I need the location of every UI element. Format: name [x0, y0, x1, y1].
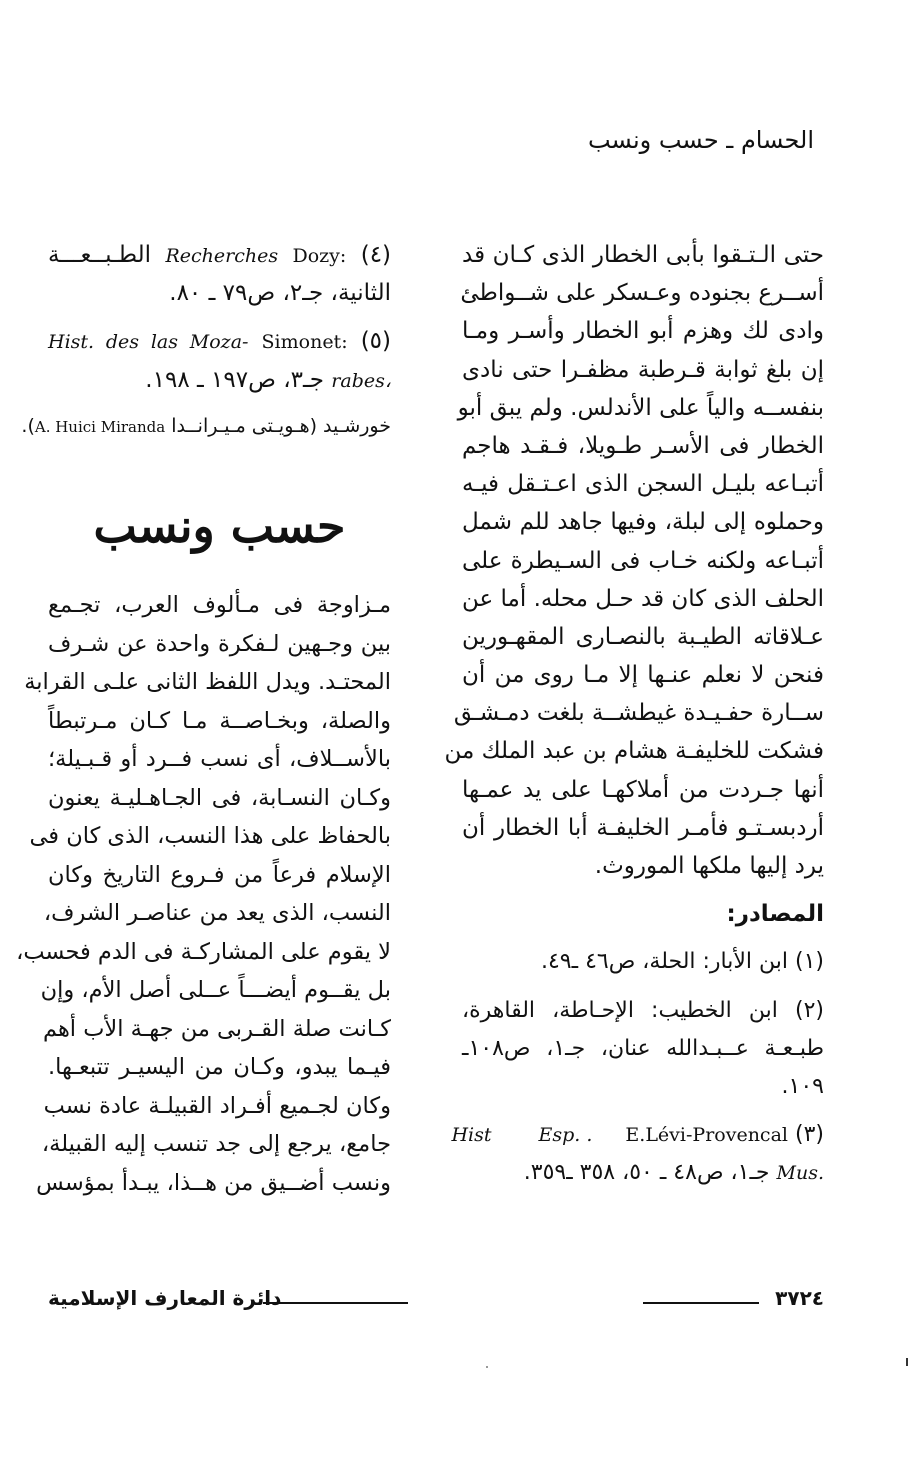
- source-title: Mus.: [776, 1162, 824, 1185]
- signature-arabic: خورشـيد (هـويـتى مـيـرانــدا: [171, 414, 391, 437]
- note-title: Hist. des las Moza-: [48, 331, 249, 354]
- body-line: إن بلغ ثوابة قـرطبة مظفـرا حتى نادى: [462, 356, 824, 383]
- note-line: [48, 236, 391, 274]
- page-number: ٣٧٢٤: [775, 1286, 824, 1310]
- body-line: لا يقوم على المشاركـة فى الدم فحسب،: [16, 938, 391, 965]
- body-line: بنفســه والياً على الأندلس. ولم يبق أبو: [457, 394, 824, 421]
- body-line: وادى لك وهزم أبو الخطار وأسـر ومـا: [462, 318, 824, 345]
- signature-close: ).: [21, 414, 35, 437]
- body-line: جامع، يرجع إلى جد تنسب إليه القبيلة،: [41, 1131, 391, 1157]
- body-line: النسب، الذى يعد من عناصـر الشرف،: [43, 900, 391, 926]
- body-line: ســارة حفـيـدة غيطشــة بلغت دمـشـق: [453, 700, 824, 727]
- body-line: الحلف الذى كان قد حـل محله. أما عن: [462, 585, 824, 612]
- note-arabic: الطـبــعـــة: [48, 242, 152, 268]
- entry-title: حسب ونسب: [93, 499, 346, 553]
- body-line: المحتـد. ويدل اللفظ الثانى علـى القرابة: [24, 669, 391, 695]
- body-line: بين وجـهين لـفكرة واحدة عن شـرف: [48, 630, 391, 657]
- body-line: الخطار فى الأسـر طـويلا، فـقـد هاجم: [462, 432, 824, 459]
- footer-rule: [643, 1302, 759, 1304]
- scan-speck: [906, 1358, 908, 1366]
- sources-heading: المصادر:: [726, 901, 824, 928]
- note-number: (٤): [360, 242, 392, 268]
- right-column: [444, 236, 824, 1193]
- body-line: أردبسـتـو فأمـر الخليفـة أبا الخطار أن: [462, 814, 824, 841]
- footer-rule: [263, 1302, 408, 1304]
- body-line: أتبـاعه ولكنه خـاب فى السـيطرة على: [462, 547, 824, 574]
- body-line: بالحفاظ على هذا النسب، الذى كان فى: [29, 823, 391, 849]
- left-column-body: [16, 586, 391, 1202]
- note-author: Simonet:: [261, 331, 348, 354]
- source-item: (١) ابن الأبار: الحلة، ص٤٦ ـ٤٩.: [540, 949, 824, 975]
- journal-name: دائرة المعارف الإسلامية: [48, 1286, 282, 1310]
- author-signature: [21, 409, 391, 443]
- source-item: (٢) ابن الخطيب: الإحـاطة، القاهرة،: [462, 997, 824, 1023]
- body-line: وحملوه إلى لبلة، وفيها جاهد للم شمل: [462, 509, 824, 536]
- body-line: أســرع بجنوده وعـسكر على شــواطئ: [460, 280, 824, 307]
- note-number: (٥): [360, 328, 392, 355]
- note-author: Dozy:: [292, 245, 347, 267]
- source-item: ١٠٩.: [781, 1073, 824, 1099]
- body-line: بل يقــوم أيضـــاً عــلى أصل الأم، وإن: [40, 977, 391, 1003]
- body-line: فشكت للخليفـة هشام بن عبد الملك من: [444, 738, 824, 765]
- body-line: وكان لجـميع أفـراد القبيلـة عادة نسب: [43, 1092, 391, 1119]
- body-line: ونسب أضــيق من هــذا، يبـدأ بمؤسس: [36, 1169, 391, 1196]
- note-line: الثانية، جـ٢، ص٧٩ ـ ٨٠.: [169, 280, 391, 307]
- body-line: والصلة، وبخـاصــة مـا كـان مـرتبطاً: [48, 707, 391, 734]
- body-line: الإسلام فرعاً من فـروع التاريخ وكان: [48, 861, 391, 888]
- source-number: (٣): [794, 1122, 824, 1148]
- source-title: Esp. .: [538, 1124, 593, 1147]
- scan-speck: [486, 1366, 488, 1368]
- source-author: E.Lévi-Provencal: [625, 1124, 788, 1147]
- source-item-latin: [451, 1116, 824, 1154]
- signature-latin: A. Huici Miranda: [34, 417, 166, 436]
- body-line: مـزاوجة فى مـألوف العرب، تجـمع: [48, 592, 391, 618]
- running-header: الحسام ـ حسب ونسب: [587, 126, 814, 154]
- body-line: فنحن لا نعلم عنـها إلا مـا روى من أن: [462, 662, 824, 689]
- body-line: حتى الـتـقوا بأبى الخطار الذى كـان قد: [462, 242, 824, 268]
- body-line: أنها جـردت من أملاكهـا على يد عمـها: [462, 776, 824, 803]
- body-line: بالأســلاف، أى نسب فــرد أو قـبـيلة؛: [48, 746, 391, 772]
- body-line: كـانت صلة القـربى من جهـة الأب أهم: [42, 1015, 391, 1042]
- source-item-latin: [462, 1154, 824, 1192]
- note-arabic: جـ٣، ص١٩٧ ـ ١٩٨.: [145, 366, 324, 393]
- body-line: أتبـاعه بليـل السجن الذى اعـتـقل فيـه: [462, 471, 824, 498]
- body-line: فيـما يبدو، وكـان من اليسيـر تتبعـها.: [48, 1054, 391, 1080]
- left-column-notes: [21, 236, 392, 443]
- source-ref: جـ١، ص٤٨ ـ ٥٠، ٣٥٨ ـ٣٥٩.: [523, 1160, 770, 1186]
- body-line: يرد إليها ملكها الموروث.: [594, 853, 824, 879]
- body-line: وكـان النسـابة، فى الجـاهـليـة يعنون: [48, 784, 391, 811]
- body-line: عـلاقاته الطيـبة بالنصـارى المقهـورين: [462, 623, 824, 650]
- source-item: طبـعـة عــبـدالله عنان، جـ١، ص١٠٨ـ: [462, 1035, 824, 1061]
- note-title: rabes،: [331, 369, 391, 392]
- note-title: Recherches: [165, 245, 279, 267]
- source-title: Hist: [451, 1124, 492, 1147]
- page-footer: [48, 1286, 824, 1316]
- note-line: [48, 361, 391, 399]
- note-line: [48, 322, 391, 360]
